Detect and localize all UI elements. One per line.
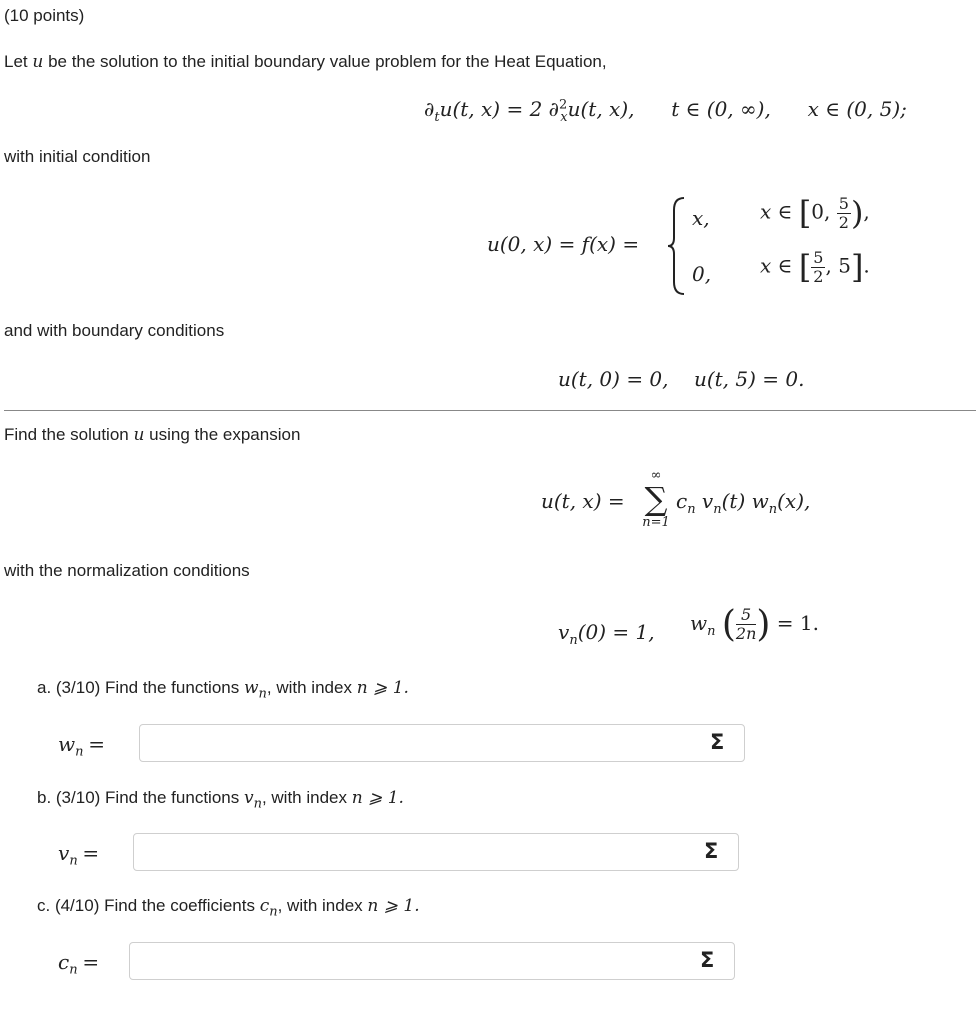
points-label: (10 points) xyxy=(4,6,85,25)
answer-c-input[interactable] xyxy=(129,942,735,980)
equation-editor-c-icon[interactable]: Σ xyxy=(700,948,715,972)
intro-text xyxy=(4,52,607,72)
answer-b-label: $v_n$ = xyxy=(58,841,100,869)
section-divider xyxy=(4,410,976,411)
sum-symbol: ∞ ∑ n=1 xyxy=(642,468,670,530)
equation-editor-a-icon[interactable]: Σ xyxy=(710,730,725,754)
case2-value: 0, xyxy=(692,262,712,286)
boundary-conditions-text: and with boundary conditions xyxy=(4,321,225,340)
normalization-text: with the normalization conditions xyxy=(4,561,250,580)
case2-condition: x ∈ [ $\frac{5}{2}$ , 5]. xyxy=(760,247,870,286)
case1-value: x, xyxy=(692,206,710,230)
expansion-lhs: u(t, x) = xyxy=(541,489,625,513)
find-solution-text: Find the solution u using the expansion xyxy=(4,425,301,445)
heat-equation: $\partial_tu(t$, x) = 2 ∂$^2_x$u(t, x), t ∈ (0, ∞), x ∈ (0, 5); xyxy=(424,97,907,125)
initial-lhs: u(0, x) = f(x) = xyxy=(487,232,640,256)
answer-c-label: $c_n$ = xyxy=(58,950,100,978)
case1-condition: x ∈ [0, $\frac{5}{2}$ ), xyxy=(760,193,870,232)
question-b-text: b. (3/10) Find the functions $v_n$, with index n ⩾ 1. xyxy=(37,788,404,812)
answer-a-label: $w_n$ = xyxy=(58,732,105,760)
intro-suffix: be the solution to the initial boundary value problem for the Heat Equation, xyxy=(48,52,607,71)
piecewise-brace xyxy=(666,196,688,296)
intro-var: u xyxy=(32,52,44,72)
equation-editor-b-icon[interactable]: Σ xyxy=(704,839,719,863)
intro-prefix: Let xyxy=(4,52,28,71)
question-a-text: a. (3/10) Find the functions $w_n$, with index n ⩾ 1. xyxy=(37,678,409,702)
answer-a-input[interactable] xyxy=(139,724,745,762)
expansion-rhs: $c_n$ $v_n(t)$ $w_n(x)$, xyxy=(676,489,811,517)
normalization-w: $w_n$ ( $\frac{5}{2n}$ ) = 1. xyxy=(690,604,819,645)
boundary-equations: u(t, 0) = 0, u(t, 5) = 0. xyxy=(558,367,805,391)
question-c-text: c. (4/10) Find the coefficients $c_n$, with index n ⩾ 1. xyxy=(37,896,420,920)
normalization-v: $v_n(0) = 1$, xyxy=(558,620,655,648)
initial-condition-text: with initial condition xyxy=(4,147,151,166)
answer-b-input[interactable] xyxy=(133,833,739,871)
